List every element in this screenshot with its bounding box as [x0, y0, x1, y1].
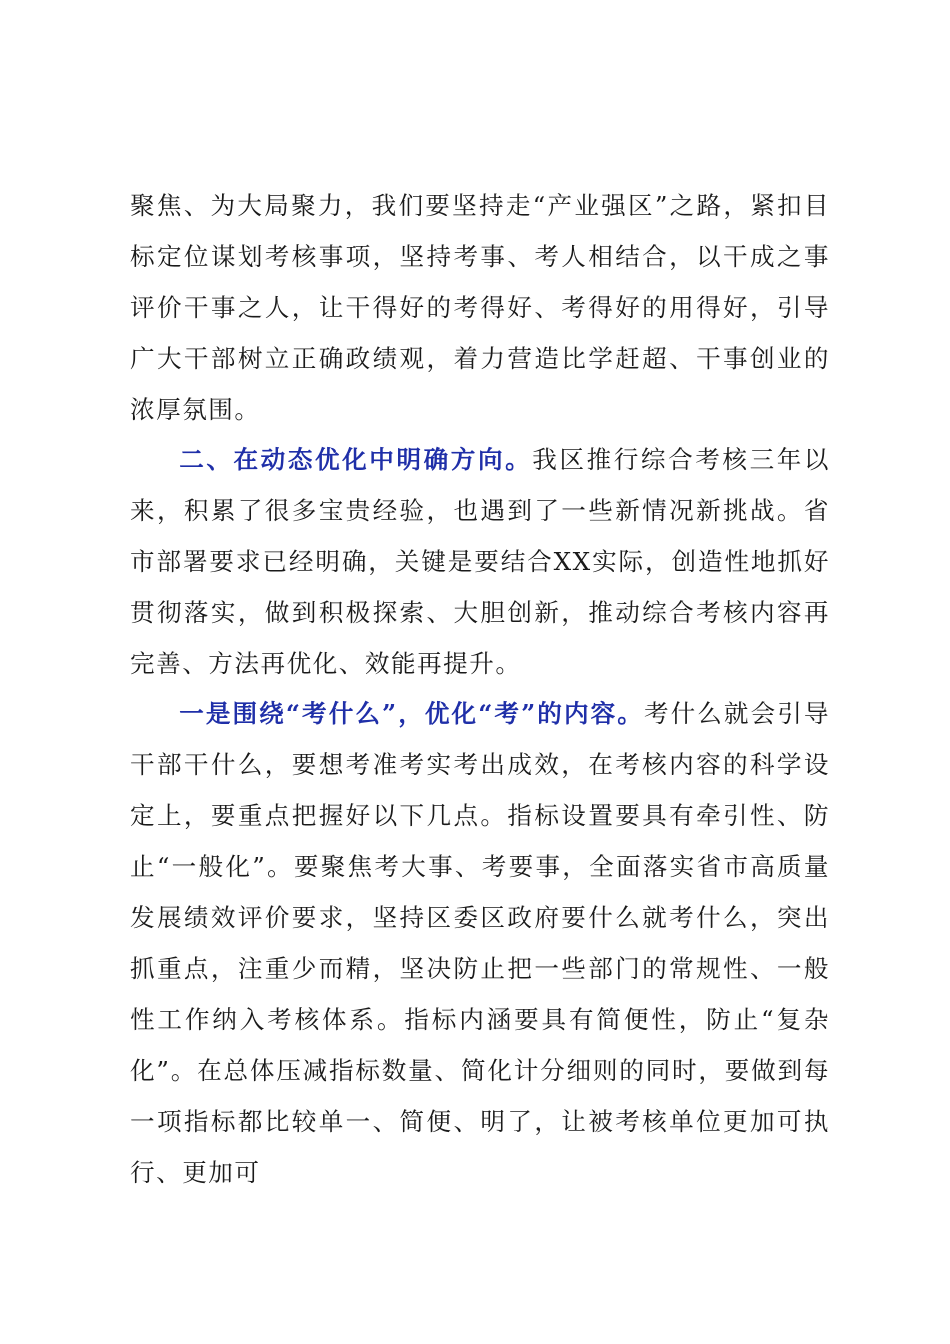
paragraph-1 — [130, 180, 830, 435]
paragraph-3-body: 考什么就会引导干部干什么，要想考准考实考出成效，在考核内容的科学设定上，要重点把握好以下几点。指标设置要具有牵引性、防止“一般化”。要聚焦考大事、考要事，全面落实省市高质量发展绩效评价要求，坚持区委区政府要什么就考什么，突出抓重点，注重少而精，坚决防止把一些部门的常规性、一般性工作纳入考核体系。指标内涵要具有简便性，防止“复杂化”。在总体压减指标数量、简化计分细则的同时，要做到每一项指标都比较单一、简便、明了，让被考核单位更加可执行、更加可 — [130, 699, 830, 1187]
paragraph-2-body: 我区推行综合考核三年以来，积累了很多宝贵经验，也遇到了一些新情况新挑战。省市部署要求已经明确，关键是要结合XX实际，创造性地抓好贯彻落实，做到积极探索、大胆创新，推动综合考核内容再完善、方法再优化、效能再提升。 — [130, 445, 830, 678]
paragraph-2-text — [130, 434, 830, 689]
section-heading-2: 二、在动态优化中明确方向。 — [179, 445, 533, 474]
paragraph-3 — [130, 688, 830, 1198]
paragraph-1-text: 聚焦、为大局聚力，我们要坚持走“产业强区”之路，紧扣目标定位谋划考核事项，坚持考事、考人相结合，以干成之事评价干事之人，让干得好的考得好、考得好的用得好，引导广大干部树立正确政绩观，着力营造比学赶超、干事创业的浓厚氛围。 — [130, 191, 830, 424]
section-heading-3: 一是围绕“考什么”，优化“考”的内容。 — [179, 699, 644, 728]
paragraph-3-text — [130, 688, 830, 1198]
paragraph-2 — [130, 434, 830, 689]
